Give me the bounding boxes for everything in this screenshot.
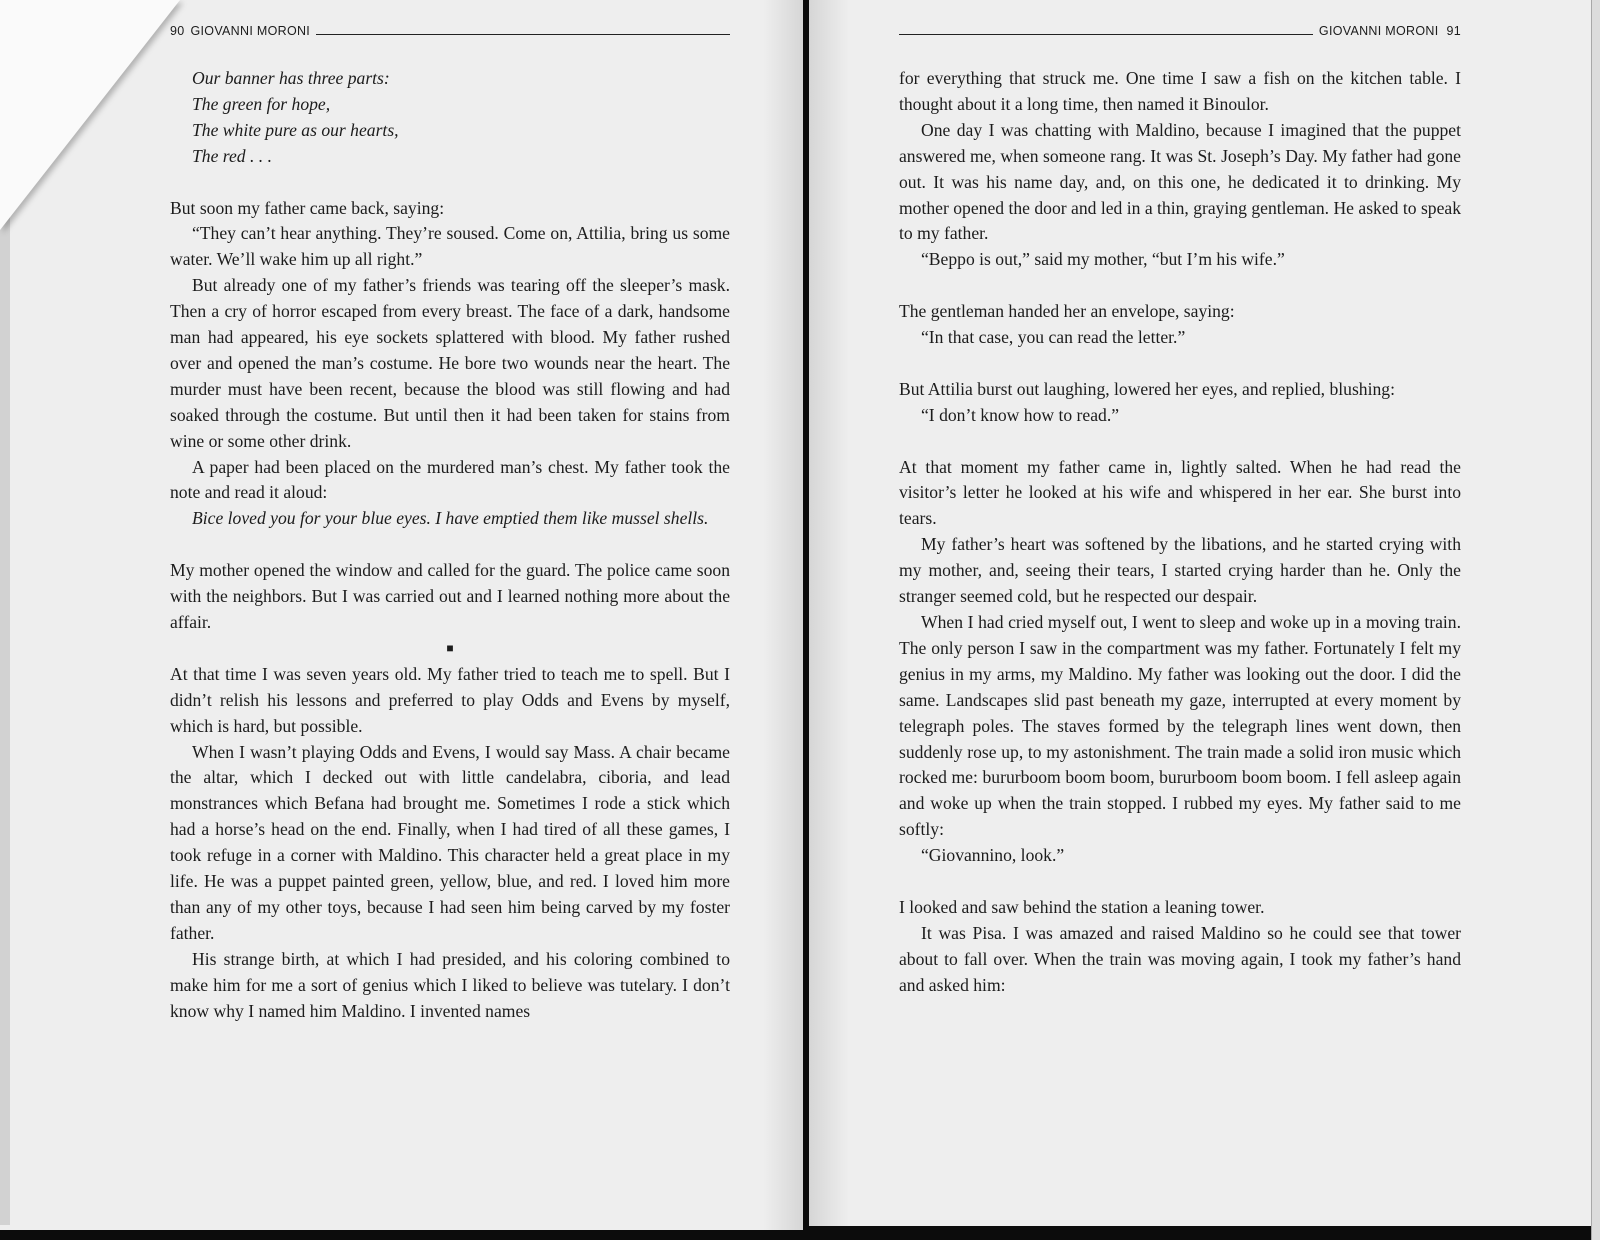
right-running-header [899,22,1461,40]
paragraph: “Beppo is out,” said my mother, “but I’m his wife.” [921,249,1285,270]
verse-line: Our banner has three parts: [192,68,390,88]
paragraph: The gentleman handed her an envelope, saying: [899,301,1235,322]
paragraph: “I don’t know how to read.” [921,404,1120,425]
note-text: Bice loved you for your blue eyes. I have emptied them like mussel shells. [192,508,709,529]
header-rule [316,34,730,35]
left-page-text [170,66,730,1024]
paragraph: It was Pisa. I was amazed and raised Maldino so he could see that tower about to fall over. When the train was moving again, I took my father’s hand and asked him: [899,922,1461,995]
paragraph: But soon my father came back, saying: [170,197,445,218]
left-running-header [170,22,730,40]
paragraph: “Giovannino, look.” [921,845,1065,866]
paragraph: But already one of my father’s friends was tearing off the sleeper’s mask. Then a cry of horror escaped from every breast. The face of a dark, handsome man had appeared, his eye sockets splattered with blood. My father rushed over and opened the man’s costume. He bore two wounds near the heart. The murder must have been recent, because the blood was still flowing and had soaked through the costume. But until then it had been taken for stains from wine or some other drink. [170,275,730,451]
page-number: 91 [1446,24,1461,38]
paragraph: But Attilia burst out laughing, lowered her eyes, and replied, blushing: [899,378,1395,399]
header-rule [899,34,1313,35]
paragraph: My mother opened the window and called for the guard. The police came soon with the neighbors. But I was carried out and I learned nothing more about the affair. [170,560,730,632]
paragraph: My father’s heart was softened by the libations, and he started crying with my mother, and, seeing their tears, I started crying harder than he. Only the stranger seemed cold, but he respected our despair. [899,534,1461,607]
paragraph: At that time I was seven years old. My father tried to teach me to spell. But I didn’t relish his lessons and preferred to play Odds and Evens by myself, which is hard, but possible. [170,663,730,736]
paragraph: At that moment my father came in, lightly salted. When he had read the visitor’s letter he looked at his wife and whispered in her ear. She burst into tears. [899,456,1461,529]
verse-line: The red . . . [192,145,272,166]
paragraph: His strange birth, at which I had presided, and his coloring combined to make him for me a sort of genius which I liked to believe was tutelary. I don’t know why I named him Maldino. I invented names [170,948,730,1021]
gutter-shadow [763,0,803,1230]
right-page-text [899,66,1461,999]
paragraph: When I wasn’t playing Odds and Evens, I would say Mass. A chair became the altar, which I decked out with little candelabra, ciboria, and lead monstrances which Befana had brought me. Sometimes I rode a stick which had a horse’s head on the end. Finally, when I had tired of all these games, I took refuge in a corner with Maldino. This character held a great place in my life. He was a puppet painted green, yellow, blue, and red. I loved him more than any of my other toys, because I had seen him being carved by my foster father. [170,741,730,943]
folded-corner [0,0,180,230]
gutter-shadow [809,0,849,1226]
paragraph: When I had cried myself out, I went to sleep and woke up in a moving train. The only person I saw in the compartment was my father. Fortunately I felt my genius in my arms, my Maldino. My father was looking out the door. I did the same. Landscapes slid past beneath my gaze, interrupted at every moment by telegraph poles. The staves formed by the telegraph lines went down, then suddenly rose up, to my astonishment. The train made a solid iron music which rocked me: bururboom boom boom, bururboom boom boom. I fell asleep again and woke up when the train stopped. I rubbed my eyes. My father said to me softly: [899,611,1461,840]
section-break-marker: ■ [446,640,454,655]
verse-line: The green for hope, [192,93,331,114]
left-page [0,0,803,1230]
paragraph: I looked and saw behind the station a leaning tower. [899,896,1265,917]
running-title: GIOVANNI MORONI [190,24,311,38]
paragraph: One day I was chatting with Maldino, because I imagined that the puppet answered me, when someone rang. It was St. Joseph’s Day. My father had gone out. It was his name day, and, on this one, he dedicated it to drinking. My mother opened the door and led in a thin, graying gentleman. He asked to speak to my father. [899,119,1461,244]
page-stack-edge [1591,0,1600,1240]
page-number: 90 [170,24,185,38]
right-page [809,0,1591,1226]
running-title: GIOVANNI MORONI [1318,24,1439,38]
verse-line: The white pure as our hearts, [192,119,399,140]
paragraph: A paper had been placed on the murdered man’s chest. My father took the note and read it aloud: [170,456,730,503]
paragraph: “In that case, you can read the letter.” [921,327,1186,348]
paragraph: for everything that struck me. One time I saw a fish on the kitchen table. I thought about it a long time, then named it Binoulor. [899,68,1461,114]
paragraph: “They can’t hear anything. They’re soused. Come on, Attilia, bring us some water. We’ll wake him up all right.” [170,223,730,270]
